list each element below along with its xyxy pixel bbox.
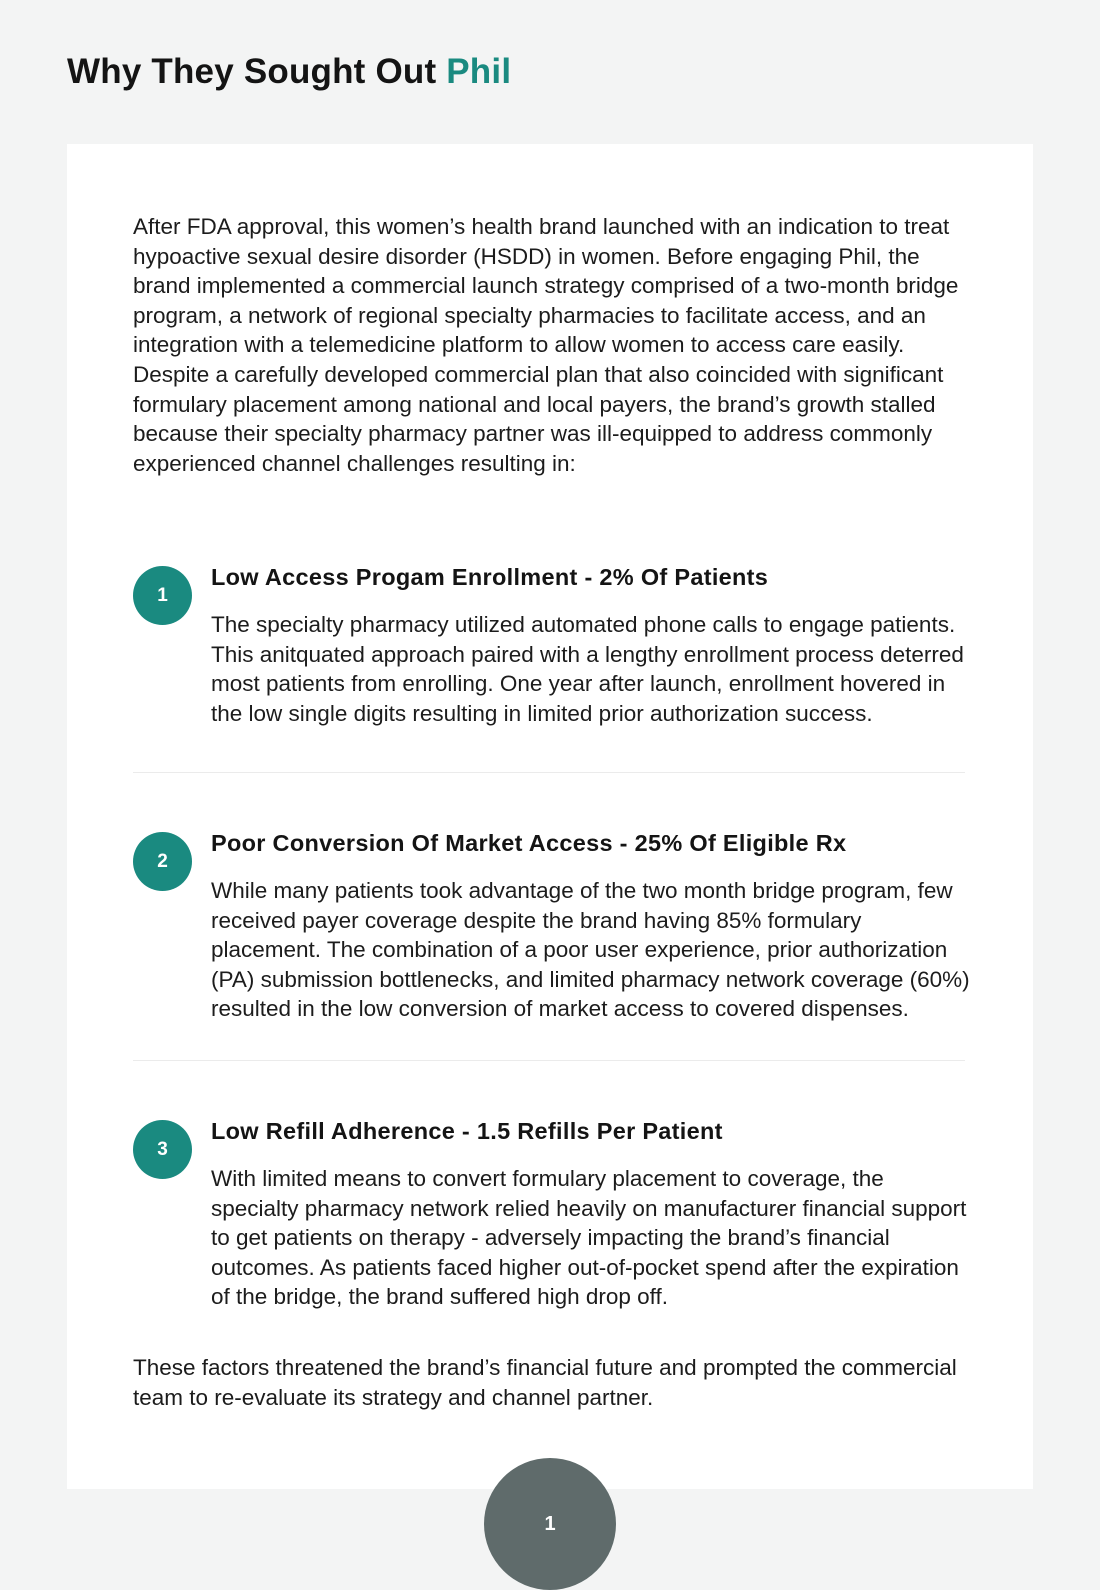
item-title: Low Access Progam Enrollment - 2% Of Patients: [211, 564, 769, 590]
item-title: Poor Conversion Of Market Access - 25% Of Eligible Rx: [211, 830, 847, 856]
list-item: [133, 1118, 965, 1318]
item-number-badge: 2: [133, 832, 192, 891]
intro-paragraph: After FDA approval, this women’s health brand launched with an indication to treat hypoactive sexual desire disorder (HSDD) in women. Before engaging Phil, the brand implemented a commercial launch strategy comprised of a two-month bridge program, a network of regional specialty pharmacies to facilitate access, and an integration with a telemedicine platform to allow women to access care easily. Despite a carefully developed commercial plan that also coincided with significant formulary placement among national and local payers, the brand’s growth stalled because their specialty pharmacy partner was ill-equipped to address commonly experienced channel challenges resulting in:: [133, 214, 959, 476]
page-number-badge: 1: [484, 1458, 616, 1590]
page-title: [67, 52, 511, 92]
page-title-accent: Phil: [446, 52, 512, 91]
item-number-badge: 1: [133, 566, 192, 625]
item-description: The specialty pharmacy utilized automated phone calls to engage patients. This anitquated approach paired with a lengthy enrollment process deterred most patients from enrolling. One year after launch, enrollment hovered in the low single digits resulting in limited prior authorization success.: [211, 612, 964, 726]
item-description: While many patients took advantage of the two month bridge program, few received payer coverage despite the brand having 85% formulary placement. The combination of a poor user experience, prior authorization (PA) submission bottlenecks, and limited pharmacy network coverage (60%) resulted in the low conversion of market access to covered dispenses.: [211, 878, 970, 1022]
item-description: With limited means to convert formulary placement to coverage, the specialty pharmacy network relied heavily on manufacturer financial support to get patients on therapy - adversely impacting the brand’s financial outcomes. As patients faced higher out-of-pocket spend after the expiration of the bridge, the brand suffered high drop off.: [211, 1166, 967, 1310]
page-title-text: Why They Sought Out: [67, 52, 437, 91]
list-item: [133, 830, 970, 1061]
list-item: [133, 564, 965, 773]
item-title: Low Refill Adherence - 1.5 Refills Per Patient: [211, 1118, 723, 1144]
closing-paragraph: These factors threatened the brand’s financial future and prompted the commercial team to re-evaluate its strategy and channel partner.: [133, 1355, 957, 1410]
item-number-badge: 3: [133, 1120, 192, 1179]
content-card: [67, 144, 1033, 1489]
